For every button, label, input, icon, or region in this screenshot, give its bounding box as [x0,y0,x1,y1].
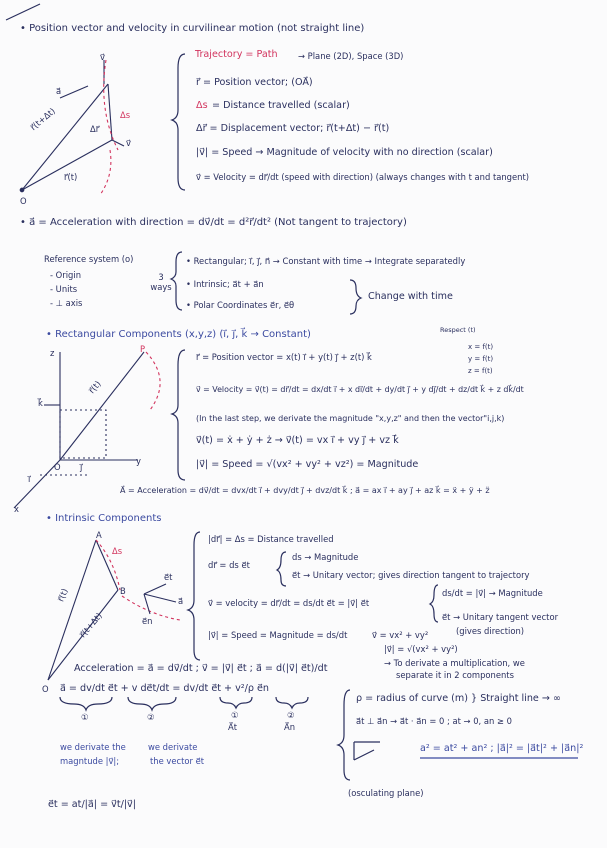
circle-1a: ① [81,712,89,722]
intr-l3a: v⃗ = velocity = dr⃗/dt = ds/dt e⃗t = |v⃗| e⃗t [208,598,370,608]
fig1-origin-label: O [20,196,27,206]
corner-mark [6,4,40,20]
fig1-rtdt-label: r⃗(t+Δt) [28,105,58,133]
axis-x-label: x [14,504,19,514]
distance-line: = Distance travelled (scalar) [212,100,350,111]
intr-accnote2: separate it in 2 components [396,670,514,680]
unit-j-label: j⃗ [80,462,83,472]
three-ways: 3 ways [150,272,172,292]
brace-rect [172,350,185,480]
et-formula: e⃗t = at/|a⃗| = v⃗t/|v⃗| [48,799,136,810]
note2b: the vector e⃗t [150,756,205,766]
way-rectangular: • Rectangular; i⃗, j⃗, n⃗ → Constant with time → Integrate separatedly [186,256,466,266]
brace-ways [171,252,182,310]
rho-line: ρ = radius of curve (m) } Straight line → ∞ [356,693,561,704]
trajectory-desc: → Plane (2D), Space (3D) [298,51,404,61]
rect-position: r⃗ = Position vector = x(t) i⃗ + y(t) j⃗ + z(t) k⃗ [196,352,372,362]
rect-acceleration: A⃗ = Acceleration = dv⃗/dt = dvx/dt i⃗ + dvy/dt j⃗ + dvz/dt k⃗ ; a⃗ = ax i⃗ + ay j⃗ + az k⃗ = ẍ + ÿ + z̈ [120,486,490,495]
x-of-t: x = f(t) [468,343,494,351]
fig3-a: A [96,530,102,540]
fig3-b: B [120,586,126,596]
speed-line: |v⃗| = Speed → Magnitude of velocity with no direction (scalar) [196,147,493,158]
vector-r [60,352,144,460]
at-label: A⃗t [228,722,238,732]
intr-l4a: |v⃗| = Speed = Magnitude = ds/dt [208,630,348,640]
fig2-origin: O [54,462,61,472]
vector-en [144,594,150,614]
brace-velocity [430,585,438,622]
trajectory-label: Trajectory = Path [195,49,278,60]
fig1-ds-label: Δs [120,110,131,120]
underbrace-1 [60,697,112,710]
brace-dr [277,552,286,586]
intr-acc: Acceleration = a⃗ = dv⃗/dt ; v⃗ = |v⃗| e⃗t ; a⃗ = d(|v⃗| e⃗t)/dt [74,663,328,674]
rect-velocity: v⃗ = Velocity = v⃗(t) = dr⃗/dt = dx/dt i⃗ + x di⃗/dt + dy/dt j⃗ + y dj⃗/dt + dz/dt k⃗ + z dk⃗/dt [196,385,524,394]
fig1-rt-label: r⃗(t) [64,172,78,182]
change-with-time: Change with time [368,291,453,302]
respect-t: Respect (t) [440,326,476,334]
section3-title: • Rectangular Components (x,y,z) (i⃗, j⃗, k⃗ → Constant) [46,329,311,340]
fig3-et: e⃗t [164,572,173,582]
y-of-t: y = f(t) [468,355,494,363]
fig3-ds: Δs [112,546,123,556]
brace-section1 [172,54,185,190]
note1a: we derivate the [60,742,126,752]
z-of-t: z = f(t) [468,367,493,375]
unit-k-label: k⃗ [38,398,43,408]
vector-a [144,594,176,602]
section2-title: • a⃗ = Acceleration with direction = dv⃗/dt = d²r⃗/dt² (Not tangent to trajectory) [20,217,407,228]
magnitude-line: a² = at² + an² ; |a⃗|² = |a⃗t|² + |a⃗n|² [420,743,584,754]
vector-r-t [48,540,96,680]
vector-r-t [22,140,112,190]
figure-rectangular-axes [14,352,160,508]
point-p: P [140,344,146,354]
reference-system: Reference system (o) [44,254,134,264]
intr-l4b: v⃗ = vx² + vy² [372,630,429,640]
intr-accnote1: → To derivate a multiplication, we [384,658,525,668]
fig1-a-label: a⃗ [56,86,62,96]
fig3-origin: O [42,684,49,694]
vector-v-bottom [112,140,124,146]
vector-et [144,584,166,594]
intr-l4c: |v⃗| = √(vx² + vy²) [384,644,458,654]
intr-l1: |dr⃗| = Δs = Distance travelled [208,534,334,544]
fig3-av: a⃗ [178,596,184,606]
brace-accel [338,690,350,780]
ref-units: - Units [50,284,78,294]
intr-l2c: e⃗t → Unitary vector; gives direction tangent to trajectory [292,570,530,580]
intr-l2b: ds → Magnitude [292,552,359,562]
fig1-v2-label: v⃗ [126,138,131,148]
fig3-en: e⃗n [142,616,153,626]
section1-title: • Position vector and velocity in curvilinear motion (not straight line) [20,23,365,34]
vector-a-small [60,86,88,98]
intr-l3b: ds/dt = |v⃗| → Magnitude [442,588,543,598]
fig3-rt: r⃗(t) [55,586,70,604]
fig1-dr-label: Δr⃗ [90,124,100,134]
unit-i-label: i⃗ [28,474,31,484]
figure-intrinsic [48,540,180,680]
axis-y-label: y [136,456,141,466]
rect-note: (In the last step, we derivate the magnitude "x,y,z" and then the vector"i,j,k) [196,414,505,423]
displacement-line: Δr⃗ = Displacement vector; r⃗(t+Δt) − r⃗(t) [196,123,390,134]
note2a: we derivate [148,742,198,752]
ref-origin: - Origin [50,270,81,280]
rect-speed: |v⃗| = Speed = √(vx² + vy² + vz²) = Magnitude [196,459,419,470]
position-vector-line: r⃗ = Position vector; (OA⃗) [196,77,313,88]
osculating: (osculating plane) [348,788,424,798]
intr-expand: a⃗ = dv/dt e⃗t + v de⃗t/dt = dv/dt e⃗t + v²/ρ e⃗n [60,683,270,694]
an-label: A⃗n [284,722,296,732]
fig3-rtdt: r⃗(t+Δt) [77,610,104,640]
intr-l3c: e⃗t → Unitary tangent vector [442,612,559,622]
perp-line: a⃗t ⊥ a⃗n → a⃗t · a⃗n = 0 ; at → 0, an ≥ 0 [356,716,512,726]
velocity-line: v⃗ = Velocity = dr⃗/dt (speed with direction) (always changes with t and tangent) [196,172,530,182]
delta-s-label: Δs [196,100,208,111]
way-polar: • Polar Coordinates e⃗r, e⃗θ [186,300,295,310]
intr-l2a: dr⃗ = ds e⃗t [208,560,250,570]
section4-title: • Intrinsic Components [46,513,162,524]
brace-change [350,280,361,314]
intr-l3d: (gives direction) [456,626,525,636]
fig2-r-label: r⃗(t) [86,378,103,396]
ref-axis: - ⊥ axis [50,298,83,308]
rect-vt: v⃗(t) = ẋ + ẏ + ż → v⃗(t) = vx i⃗ + vy j⃗ + vz k⃗ [196,435,399,446]
axis-z-label: z [50,348,55,358]
brace-intrinsic [188,532,200,660]
fig1-v-label: v⃗ [100,52,105,62]
circle-1b: ① [231,710,239,720]
note1b: magntude |v⃗|; [60,756,120,766]
circle-2b: ② [287,710,295,720]
way-intrinsic: • Intrinsic; a⃗t + a⃗n [186,279,264,289]
trajectory-curve [104,60,118,150]
circle-2a: ② [147,712,155,722]
